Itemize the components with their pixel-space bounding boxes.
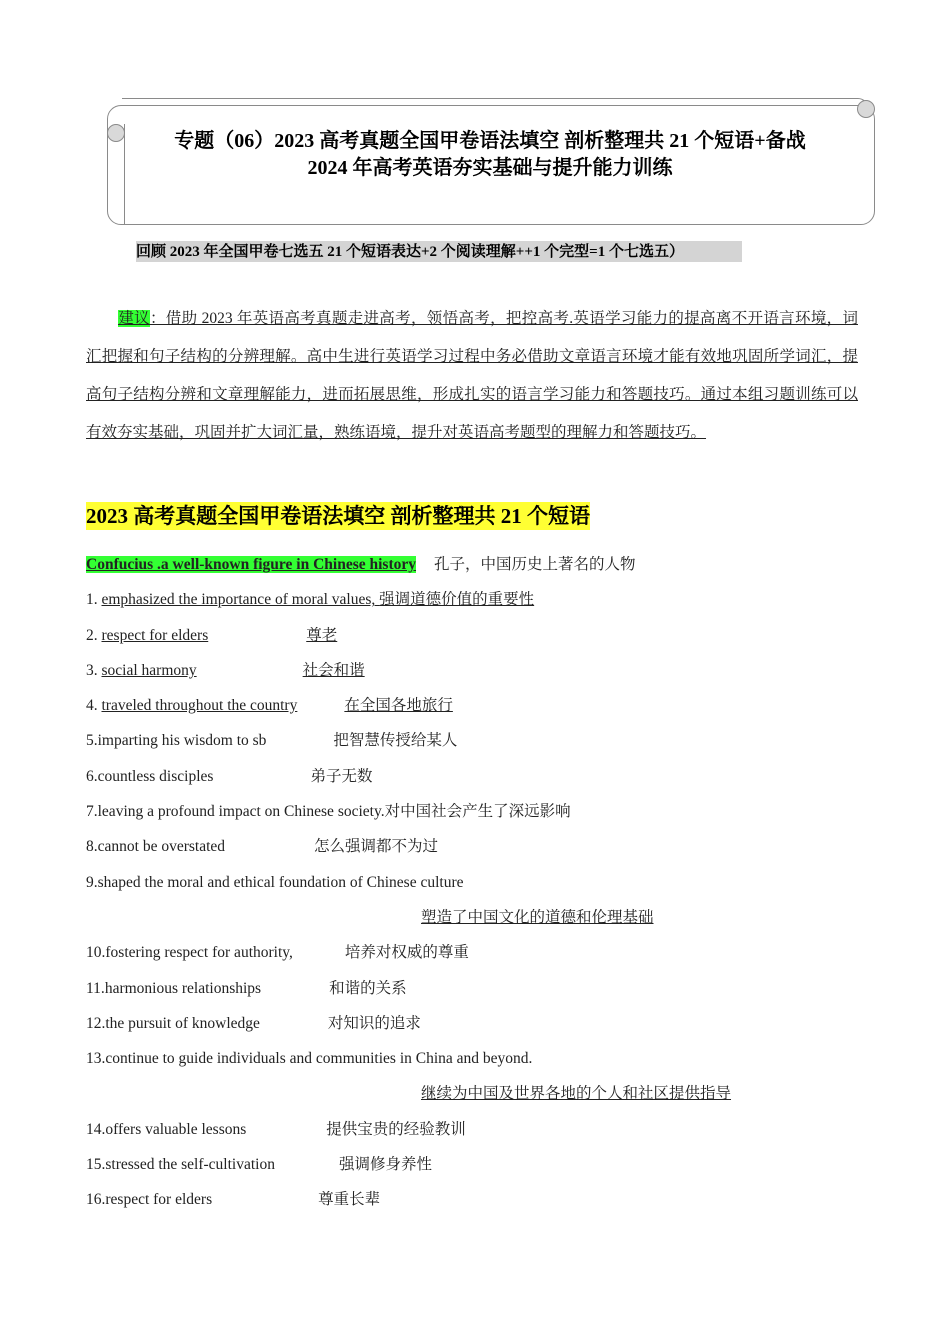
phrase-chinese: 和谐的关系 — [329, 979, 407, 997]
scroll-curl-right-icon — [857, 100, 875, 118]
phrase-english: traveled throughout the country — [101, 697, 298, 715]
intro-english: Confucius .a well-known figure in Chinese history — [86, 556, 416, 573]
list-item-continuation — [86, 1082, 866, 1117]
phrase-english: cannot be overstated — [97, 838, 226, 856]
list-item: 6.countless disciples 弟子无数 — [86, 767, 373, 785]
phrase-english: offers valuable lessons — [105, 1120, 247, 1138]
phrase-english: harmonious relationships — [104, 979, 262, 997]
phrase-chinese: 尊老 — [306, 626, 338, 644]
list-item: 12.the pursuit of knowledge 对知识的追求 — [86, 1014, 421, 1032]
advice-text: ：借助 2023 年英语高考真题走进高考，领悟高考，把控高考.英语学习能力的提高离不开语言环境，词汇把握和句子结构的分辨理解。高中生进行英语学习过程中务必借助文章语言环境才能有效地巩固所学词汇，提高句子结构分辨和文章理解能力，进而拓展思维，形成扎实的语言学习能力和答题技巧。通过本组习题训练可以有效夯实基础，巩固并扩大词汇量，熟练语境，提升对英语高考题型的理解力和答题技巧。 — [86, 310, 858, 441]
phrase-english: stressed the self-cultivation — [105, 1156, 275, 1174]
list-item: 5.imparting his wisdom to sb 把智慧传授给某人 — [86, 732, 458, 750]
list-item: 8.cannot be overstated 怎么强调都不为过 — [86, 838, 439, 856]
list-item: 1. emphasized the importance of moral values, 强调道德价值的重要性 — [86, 591, 535, 609]
intro-chinese: 孔子，中国历史上著名的人物 — [434, 556, 636, 573]
scroll-curl-left-icon — [107, 124, 125, 142]
phrase-english: continue to guide individuals and communities in China and beyond. — [105, 1050, 533, 1068]
phrase-chinese: 塑造了中国文化的道德和伦理基础 — [421, 908, 654, 926]
phrase-english: leaving a profound impact on Chinese society. — [97, 803, 385, 821]
list-item: 14.offers valuable lessons 提供宝贵的经验教训 — [86, 1120, 466, 1138]
phrase-list — [86, 553, 866, 1224]
phrase-chinese: 对中国社会产生了深远影响 — [384, 803, 571, 821]
phrase-chinese: 强调修身养性 — [338, 1156, 432, 1174]
phrase-chinese: 继续为中国及世界各地的个人和社区提供指导 — [421, 1085, 732, 1103]
intro-row — [86, 553, 866, 588]
list-item: 7.leaving a profound impact on Chinese society.对中国社会产生了深远影响 — [86, 803, 571, 821]
list-item: 9.shaped the moral and ethical foundation of Chinese culture — [86, 873, 464, 891]
phrase-chinese: 在全国各地旅行 — [344, 697, 453, 715]
title-line-1: 专题（06）2023 高考真题全国甲卷语法填空 剖析整理共 21 个短语+备战 — [174, 130, 806, 152]
list-item-continuation — [86, 906, 866, 941]
phrase-chinese: 尊重长辈 — [318, 1191, 381, 1209]
phrase-english: fostering respect for authority, — [105, 944, 293, 962]
list-item: 2. respect for elders 尊老 — [86, 626, 338, 644]
list-item: 10.fostering respect for authority, 培养对权威的尊重 — [86, 944, 469, 962]
phrase-chinese: 培养对权威的尊重 — [344, 944, 469, 962]
section-title: 2023 高考真题全国甲卷语法填空 剖析整理共 21 个短语 — [86, 504, 590, 528]
phrase-chinese: 提供宝贵的经验教训 — [326, 1120, 466, 1138]
phrase-english: emphasized the importance of moral values, — [101, 591, 380, 609]
phrase-chinese: 社会和谐 — [302, 661, 365, 679]
list-item: 13.continue to guide individuals and communities in China and beyond. — [86, 1050, 533, 1068]
phrase-english: countless disciples — [97, 767, 214, 785]
list-item: 3. social harmony 社会和谐 — [86, 661, 365, 679]
phrase-english: social harmony — [101, 661, 197, 679]
advice-paragraph — [86, 300, 858, 452]
phrase-english: respect for elders — [101, 626, 209, 644]
phrase-chinese: 怎么强调都不为过 — [314, 838, 439, 856]
list-item: 16.respect for elders 尊重长辈 — [86, 1191, 381, 1209]
phrase-chinese: 弟子无数 — [310, 767, 373, 785]
phrase-chinese: 把智慧传授给某人 — [333, 732, 458, 750]
scroll-top-edge — [122, 98, 868, 113]
list-item: 11.harmonious relationships 和谐的关系 — [86, 979, 407, 997]
phrase-english: shaped the moral and ethical foundation of Chinese culture — [97, 873, 464, 891]
list-item: 15.stressed the self-cultivation 强调修身养性 — [86, 1156, 432, 1174]
list-item: 4. traveled throughout the country 在全国各地旅行 — [86, 697, 453, 715]
phrase-english: imparting his wisdom to sb — [97, 732, 267, 750]
review-bar: 回顾 2023 年全国甲卷七选五 21 个短语表达+2 个阅读理解++1 个完型=1 个七选五） — [136, 241, 742, 262]
advice-label: 建议 — [118, 310, 150, 327]
title-line-2: 2024 年高考英语夯实基础与提升能力训练 — [307, 157, 673, 179]
page-title — [130, 128, 850, 182]
phrase-chinese: 强调道德价值的重要性 — [379, 591, 535, 609]
phrase-english: the pursuit of knowledge — [105, 1014, 260, 1032]
phrase-chinese: 对知识的追求 — [327, 1014, 421, 1032]
phrase-english: respect for elders — [105, 1191, 213, 1209]
